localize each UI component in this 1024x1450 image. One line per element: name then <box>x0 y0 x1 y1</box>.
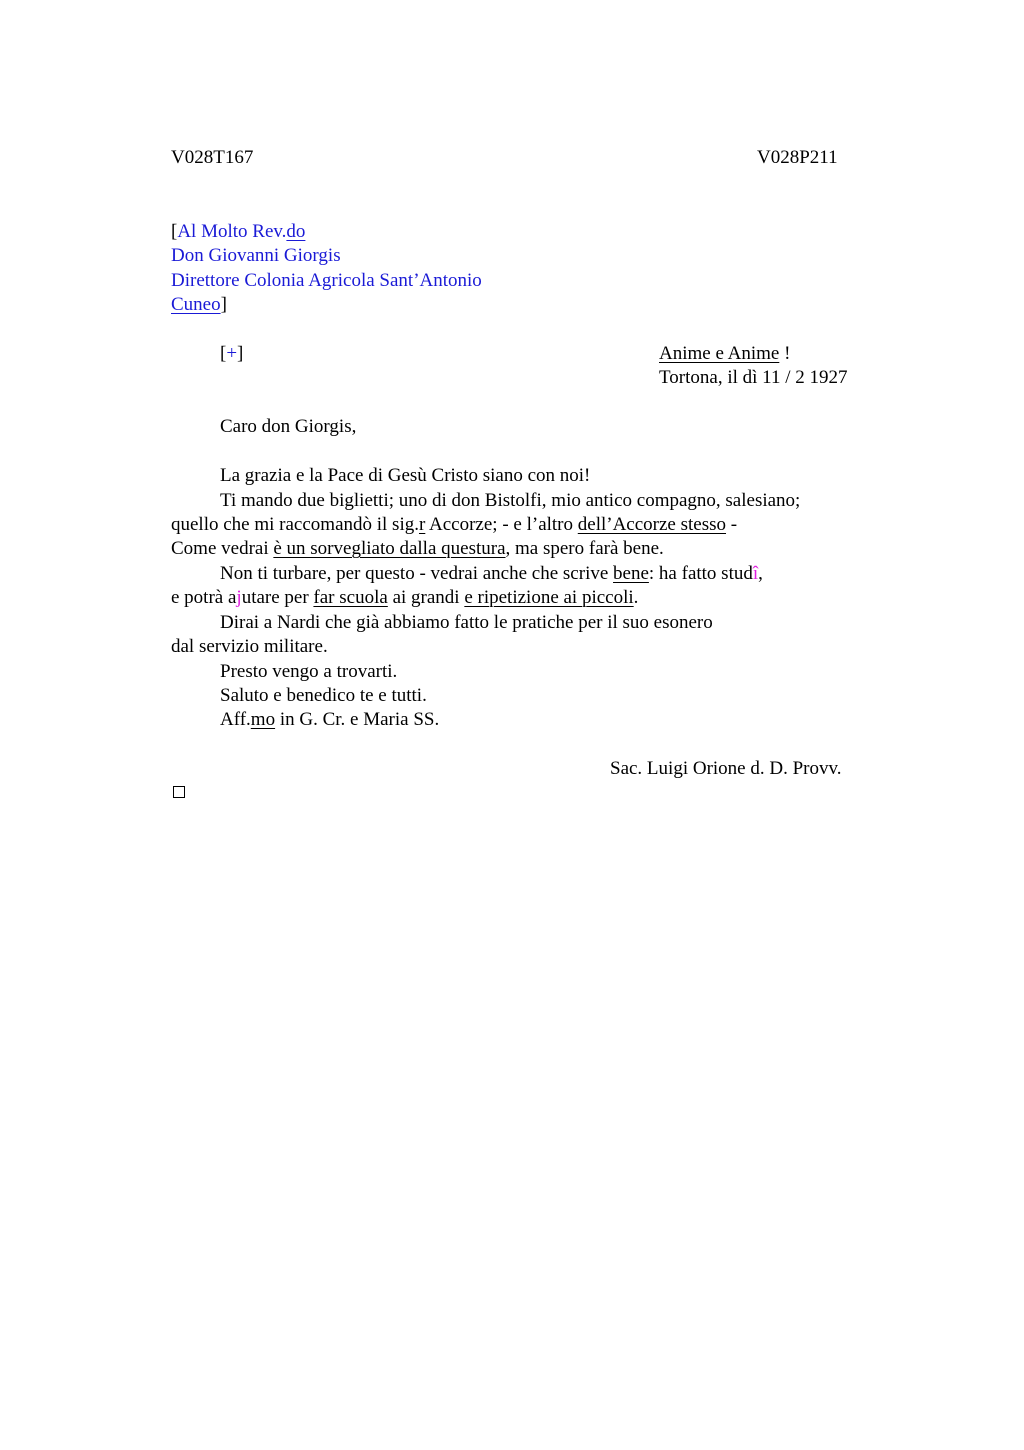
underlined-text: far scuola <box>313 587 388 608</box>
cross-mark <box>220 342 243 366</box>
body-paragraph-5: Presto vengo a trovarti. <box>220 661 398 682</box>
text-segment: Come vedrai <box>171 538 274 559</box>
body-paragraph-6: Saluto e benedico te e tutti. <box>220 685 427 706</box>
text-segment: e potrà a <box>171 587 237 608</box>
underlined-text: è un sorvegliato dalla questura <box>273 538 506 559</box>
address-city: Cuneo <box>171 294 221 315</box>
text-segment: Accorze; - e l’altro <box>425 514 578 535</box>
end-box-icon <box>173 786 185 798</box>
address-line-2: Don Giovanni Giorgis <box>171 245 341 266</box>
address-open-bracket: [ <box>171 221 178 242</box>
address-title: Al Molto Rev. <box>177 221 287 242</box>
motto <box>659 342 790 366</box>
text-segment: . <box>633 587 639 608</box>
cross-symbol: + <box>226 343 238 364</box>
address-line-1 <box>171 220 305 244</box>
body-paragraph-3-line-2 <box>171 586 638 610</box>
text-segment: , ma spero farà bene. <box>505 538 664 559</box>
underlined-text: bene <box>613 563 649 584</box>
text-segment: ai grandi <box>387 587 465 608</box>
text-segment: - <box>726 514 738 535</box>
motto-text: Anime e Anime <box>659 343 780 364</box>
body-paragraph-3-line-1 <box>220 562 763 586</box>
highlighted-letter: j <box>236 587 242 608</box>
cross-close-bracket: ] <box>237 343 244 364</box>
text-superscript: mo <box>250 709 276 730</box>
signature: Sac. Luigi Orione d. D. Provv. <box>610 758 842 779</box>
text-segment: Aff. <box>220 709 251 730</box>
text-superscript: r <box>418 514 426 535</box>
place-date: Tortona, il dì 11 / 2 1927 <box>659 367 848 388</box>
text-segment: : ha fatto stud <box>648 563 753 584</box>
text-segment: quello che mi raccomandò il sig. <box>171 514 419 535</box>
text-segment: utare per <box>241 587 314 608</box>
address-line-3: Direttore Colonia Agricola Sant’Antonio <box>171 270 482 291</box>
text-segment: in G. Cr. e Maria SS. <box>275 709 440 730</box>
body-paragraph-2-line-1: Ti mando due biglietti; uno di don Bistolfi, mio antico compagno, salesiano; <box>220 490 801 511</box>
closing-line <box>220 708 439 732</box>
text-segment: , <box>758 563 763 584</box>
address-line-4 <box>171 293 227 317</box>
underlined-text: e ripetizione ai piccoli <box>464 587 634 608</box>
body-paragraph-4-line-1: Dirai a Nardi che già abbiamo fatto le pratiche per il suo esonero <box>220 612 713 633</box>
document-code-right: V028P211 <box>757 147 838 168</box>
body-paragraph-2-line-3 <box>171 537 664 561</box>
salutation: Caro don Giorgis, <box>220 416 357 437</box>
text-segment: Non ti turbare, per questo - vedrai anche che scrive <box>220 563 614 584</box>
body-paragraph-2-line-2 <box>171 513 737 537</box>
address-close-bracket: ] <box>220 294 227 315</box>
address-title-superscript: do <box>286 221 306 242</box>
body-paragraph-4-line-2: dal servizio militare. <box>171 636 328 657</box>
document-code-left: V028T167 <box>171 147 254 168</box>
body-paragraph-1: La grazia e la Pace di Gesù Cristo siano con noi! <box>220 465 591 486</box>
highlighted-letter: î <box>752 563 759 584</box>
motto-mark: ! <box>779 343 791 364</box>
cross-open-bracket: [ <box>220 343 227 364</box>
underlined-text: dell’Accorze stesso <box>577 514 727 535</box>
